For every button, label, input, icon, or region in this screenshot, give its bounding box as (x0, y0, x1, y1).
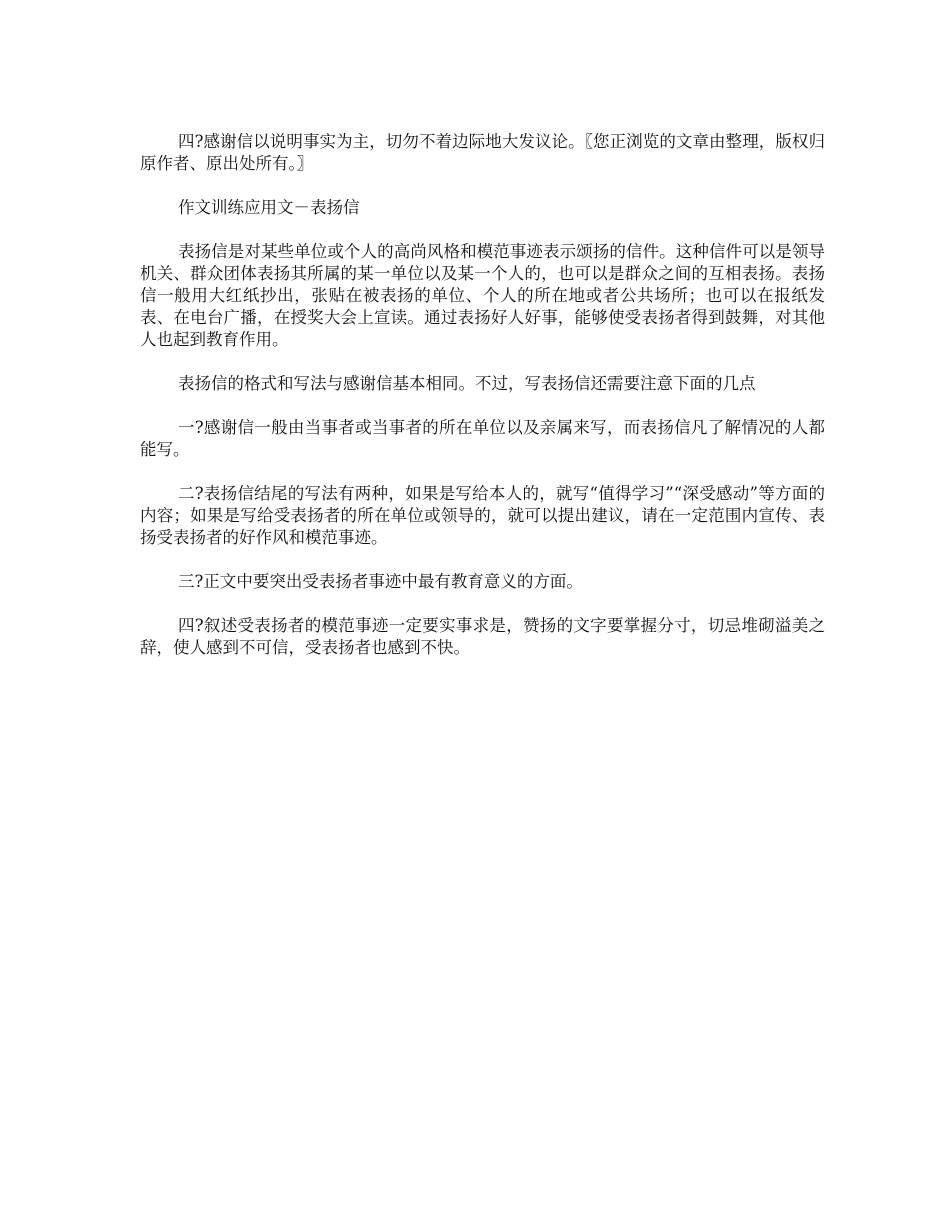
document-page (140, 131, 825, 681)
paragraph-point-three: 三?正文中要突出受表扬者事迹中最有教育意义的方面。 (178, 572, 583, 591)
paragraph-point-one: 一?感谢信一般由当事者或当事者的所在单位以及亲属来写，而表扬信凡了解情况的人都能写。 (140, 418, 825, 459)
paragraph-format-intro: 表扬信的格式和写法与感谢信基本相同。不过，写表扬信还需要注意下面的几点 (178, 374, 756, 393)
paragraph-point-two: 二?表扬信结尾的写法有两种，如果是写给本人的，就写“值得学习”“深受感动”等方面的内容；如果是写给受表扬者的所在单位或领导的，就可以提出建议，请在一定范围内宣传、表扬受表扬者的好作风和模范事迹。 (140, 484, 825, 547)
section-heading: 作文训练应用文－表扬信 (178, 198, 360, 217)
paragraph-point-four: 四?叙述受表扬者的模范事迹一定要实事求是，赞扬的文字要掌握分寸，切忌堆砌溢美之辞，使人感到不可信，受表扬者也感到不快。 (140, 616, 825, 657)
paragraph-definition: 表扬信是对某些单位或个人的高尚风格和模范事迹表示颂扬的信件。这种信件可以是领导机关、群众团体表扬其所属的某一单位以及某一个人的，也可以是群众之间的互相表扬。表扬信一般用大红纸抄出，张贴在被表扬的单位、个人的所在地或者公共场所；也可以在报纸发表、在电台广播，在授奖大会上宣读。通过表扬好人好事，能够使受表扬者得到鼓舞，对其他人也起到教育作用。 (140, 242, 825, 349)
paragraph-thank-you-letter-point-four: 四?感谢信以说明事实为主，切勿不着边际地大发议论。〖您正浏览的文章由整理，版权归原作者、原出处所有。〗 (140, 132, 825, 173)
